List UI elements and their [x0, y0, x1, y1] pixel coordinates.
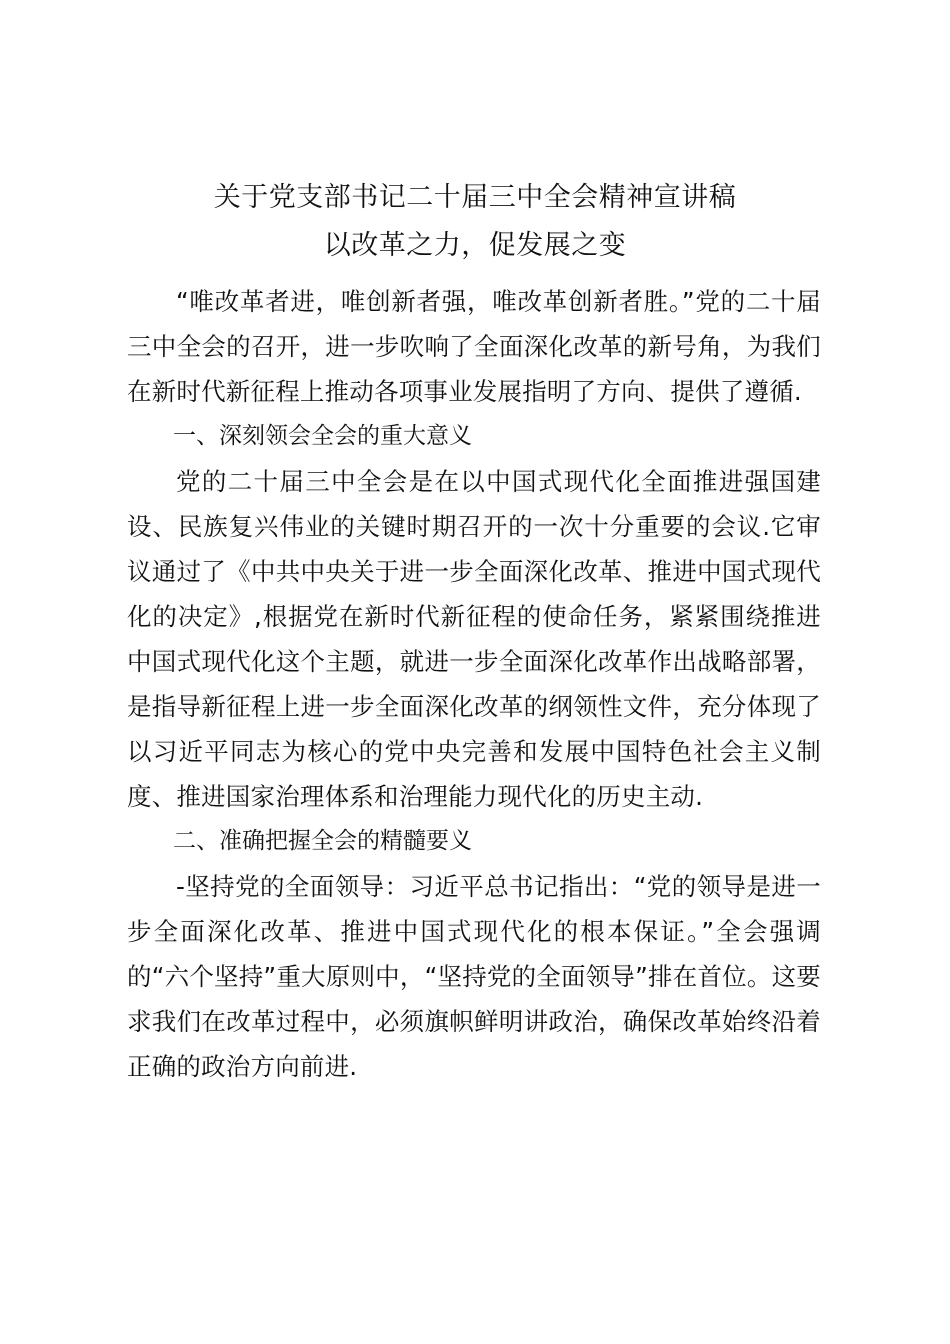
document-title: 关于党支部书记二十届三中全会精神宣讲稿 — [213, 182, 737, 213]
document-subtitle: 以改革之力，促发展之变 — [323, 230, 627, 261]
document-body — [127, 279, 821, 1089]
section-1-paragraph: 党的二十届三中全会是在以中国式现代化全面推进强国建设、民族复兴伟业的关键时期召开的一次十分重要的会议.它审议通过了《中共中央关于进一步全面深化改革、推进中国式现代化的决定》,根据党在新时代新征程的使命任务，紧紧围绕推进中国式现代化这个主题，就进一步全面深化改革作出战略部署，是指导新征程上进一步全面深化改革的纲领性文件，充分体现了以习近平同志为核心的党中央完善和发展中国特色社会主义制度、推进国家治理体系和治理能力现代化的历史主动. — [127, 467, 821, 811]
intro-paragraph: “唯改革者进，唯创新者强，唯改革创新者胜。”党的二十届三中全会的召开，进一步吹响了全面深化改革的新号角，为我们在新时代新征程上推动各项事业发展指明了方向、提供了遵循. — [127, 287, 821, 406]
section-heading-1: 一、深刻领会全会的重大意义 — [173, 423, 472, 449]
section-heading-2: 二、准确把握全会的精髓要义 — [173, 828, 472, 854]
section-2-paragraph: -坚持党的全面领导：习近平总书记指出：“党的领导是进一步全面深化改革、推进中国式现代化的根本保证。”全会强调的“六个坚持”重大原则中，“坚持党的全面领导”排在首位。这要求我们在改革过程中，必须旗帜鲜明讲政治，确保改革始终沿着正确的政治方向前进. — [127, 872, 821, 1081]
